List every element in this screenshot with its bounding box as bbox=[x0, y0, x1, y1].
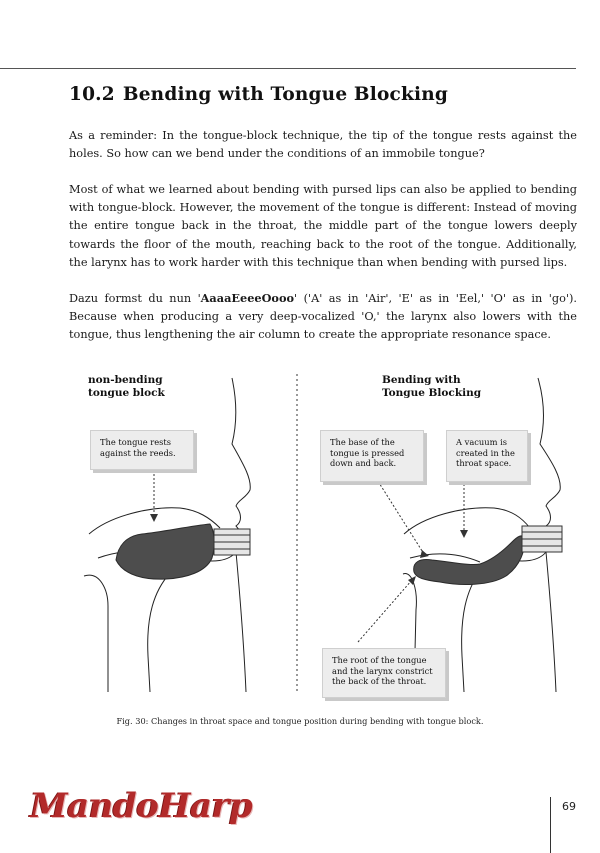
left-title-line2: tongue block bbox=[88, 387, 165, 399]
top-rule bbox=[0, 68, 576, 69]
callout-root-larynx: The root of the tongue and the larynx constrict the back of the throat. bbox=[322, 648, 446, 698]
base-arrow-head bbox=[420, 550, 429, 558]
right-title-line2: Tongue Blocking bbox=[382, 387, 482, 399]
callout-vacuum: A vacuum is created in the throat space. bbox=[446, 430, 528, 482]
callout-tongue-rests: The tongue rests against the reeds. bbox=[90, 430, 194, 470]
right-panel-title bbox=[382, 374, 481, 400]
mandoharp-logo: MandoHarp bbox=[30, 786, 253, 826]
section-heading bbox=[69, 84, 448, 105]
section-title: Bending with Tongue Blocking bbox=[122, 84, 449, 105]
page-number: 69 bbox=[562, 800, 576, 813]
root-callout-arrow bbox=[358, 580, 412, 642]
section-number: 10.2 bbox=[69, 84, 115, 105]
callout-tongue-base: The base of the tongue is pressed down and back. bbox=[320, 430, 424, 482]
footer-rule bbox=[550, 797, 551, 853]
figure-caption: Fig. 30: Changes in throat space and tongue position during bending with tongue block. bbox=[116, 716, 484, 726]
p3-after: ' ('A' as in 'Air', 'E' as in 'Eel,' 'O' as in 'go'). Because when producing a very deep-vocalized 'O,' the larynx also lowers with the tongue, thus lengthening the air column to create the appropriate resonance space. bbox=[69, 292, 577, 342]
p3-before: Dazu formst du nun ' bbox=[69, 292, 201, 305]
base-callout-arrow bbox=[376, 478, 424, 554]
left-arrow-head bbox=[150, 514, 158, 522]
left-harmonica bbox=[214, 529, 250, 555]
vacuum-arrow-head bbox=[460, 530, 468, 538]
paragraph-tongue-movement: Most of what we learned about bending with pursed lips can also be applied to bending with tongue-block. However, the movement of the tongue is different: Instead of moving the entire tongue back in the throat, the middle part of the tongue lowers deeply towards the floor of the mouth, reaching back to the root of the tongue. Additionally, the larynx has to work harder with this technique than when bending with pursed lips. bbox=[69, 183, 577, 269]
left-title-line1: non-bending bbox=[88, 374, 163, 386]
right-tongue bbox=[414, 536, 525, 585]
right-title-line1: Bending with bbox=[382, 374, 461, 386]
paragraph-reminder: As a reminder: In the tongue-block technique, the tip of the tongue rests against the holes. So how can we bend under the conditions of an immobile tongue? bbox=[69, 129, 577, 161]
right-harmonica bbox=[522, 526, 562, 552]
left-panel-title bbox=[88, 374, 165, 400]
left-tongue bbox=[116, 524, 214, 579]
figure-throat-diagram bbox=[60, 366, 600, 706]
p3-vowels: AaaaEeeeOooo bbox=[200, 291, 295, 305]
paragraph-vowel-shaping bbox=[69, 289, 577, 345]
